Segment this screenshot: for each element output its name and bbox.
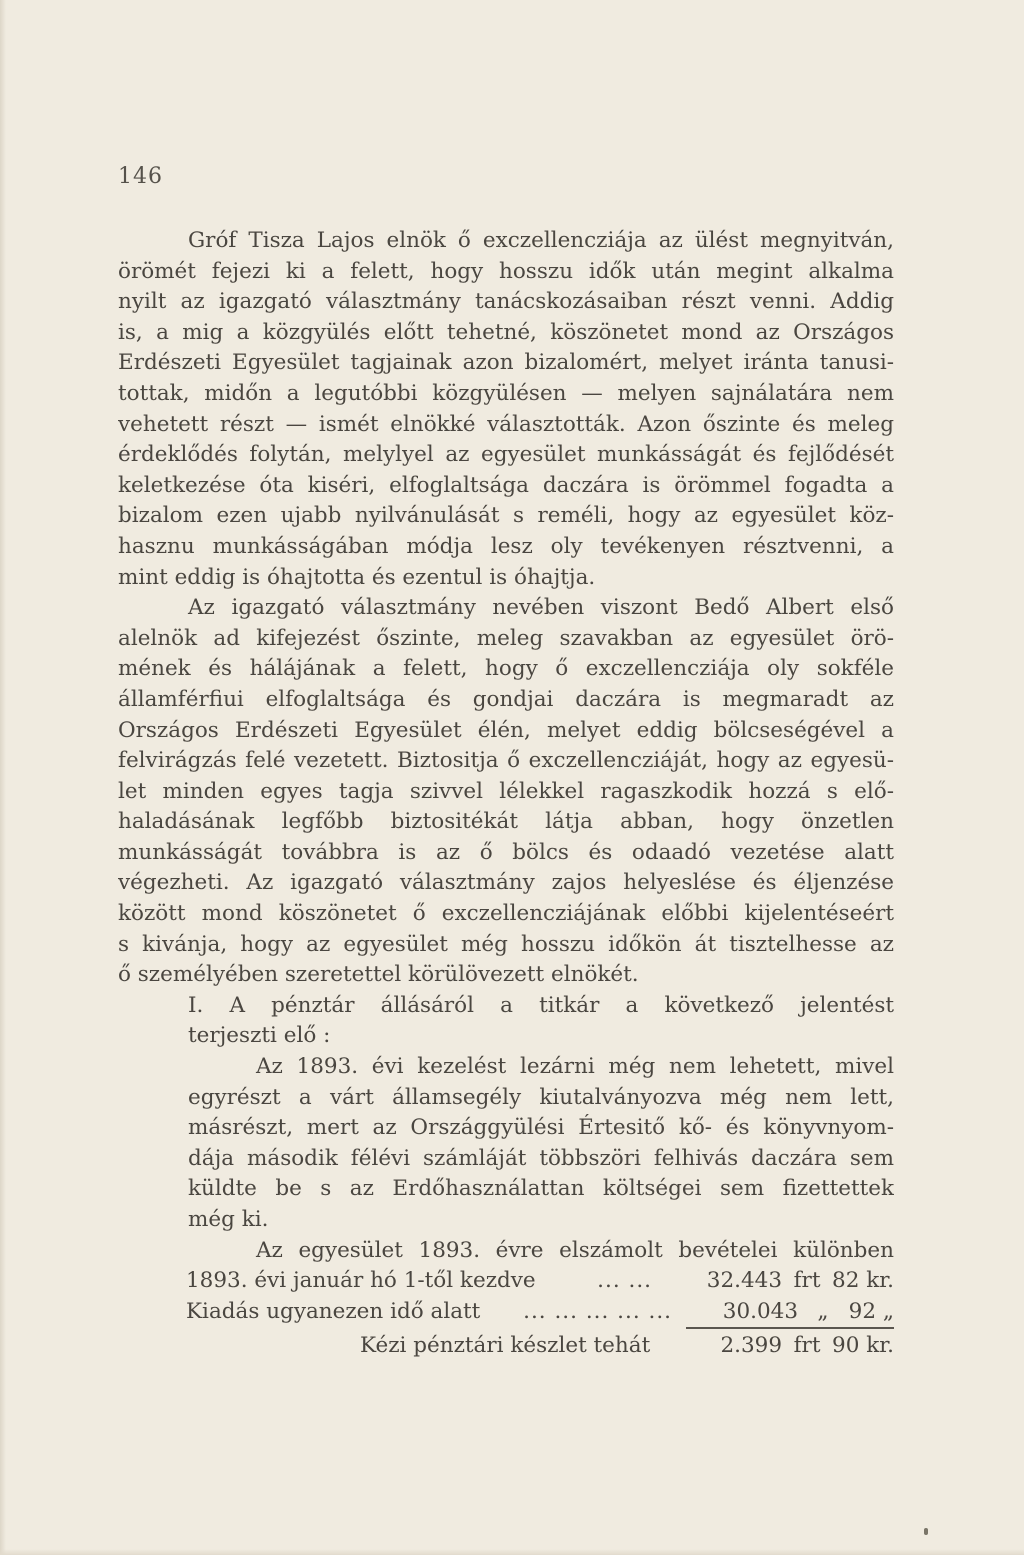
text-line: között mond köszönetet ő exczellencziájának előbbi kijelentéseért xyxy=(118,901,894,927)
text-line: vehetett részt — ismét elnökké választották. Azon őszinte és meleg xyxy=(118,411,894,437)
leader-dots: ... ... ... ... ... xyxy=(523,1298,672,1324)
account-row-balance xyxy=(118,1331,894,1362)
text-line: haladásának legfőbb biztositékát látja abban, hogy önzetlen xyxy=(118,809,894,835)
text-line: egyrészt a várt államsegély kiutalványozva még nem lett, xyxy=(188,1084,894,1110)
text-line: mint eddig is óhajtotta és ezentul is óhajtja. xyxy=(118,564,596,590)
text-line: munkásságát továbbra is az ő bölcs és odaadó vezetése alatt xyxy=(118,839,894,865)
text-line: hasznu munkásságában módja lesz oly tevékenyen résztvenni, a xyxy=(118,533,894,559)
account-cents: 82 kr. xyxy=(832,1268,894,1294)
account-unit: frt xyxy=(793,1268,821,1294)
account-unit: frt xyxy=(793,1333,821,1359)
account-row-income xyxy=(118,1266,894,1297)
leader-dots: ... ... xyxy=(597,1268,653,1294)
text-line: örömét fejezi ki a felett, hogy hosszu idők után megint alkalma xyxy=(118,258,894,284)
page-number: 146 xyxy=(118,164,163,189)
text-line: alelnök ad kifejezést őszinte, meleg szavakban az egyesület örö- xyxy=(118,625,894,651)
paper-speck xyxy=(924,1528,928,1535)
text-line: küldte be s az Erdőhasználattan költségei sem fizettettek xyxy=(188,1176,894,1202)
text-line: nyilt az igazgató választmány tanácskozásaiban részt venni. Addig xyxy=(118,289,894,315)
text-line: Az 1893. évi kezelést lezárni még nem lehetett, mivel xyxy=(256,1054,894,1080)
account-unit: „ xyxy=(817,1298,829,1324)
text-line: Erdészeti Egyesület tagjainak azon bizalomért, melyet iránta tanusi- xyxy=(118,350,894,376)
account-amount: 32.443 xyxy=(706,1268,783,1294)
text-line: Gróf Tisza Lajos elnök ő exczellencziája az ülést megnyitván, xyxy=(188,228,894,253)
text-line: let minden egyes tagja szivvel lélekkel ragaszkodik hozzá s elő- xyxy=(118,778,894,804)
text-line: tottak, midőn a legutóbbi közgyülésen — melyen sajnálatára nem xyxy=(118,380,894,406)
account-label: 1893. évi január hó 1-től kezdve xyxy=(186,1268,536,1294)
text-line: végezheti. Az igazgató választmány zajos helyeslése és éljenzése xyxy=(118,870,894,896)
text-line: államférfiui elfoglaltsága és gondjai daczára is megmaradt az xyxy=(118,686,894,712)
page-edge-shadow xyxy=(0,0,6,1555)
text-line: érdeklődés folytán, melylyel az egyesület munkásságát és fejlődését xyxy=(118,442,894,468)
text-line: keletkezése óta kiséri, elfoglaltsága daczára is örömmel fogadta a xyxy=(118,472,894,498)
document-body xyxy=(118,226,894,1362)
section-heading-line: I. A pénztár állásáról a titkár a következő jelentést xyxy=(188,992,894,1018)
text-line: Az igazgató választmány nevében viszont Bedő Albert első xyxy=(188,595,894,621)
text-line: Országos Erdészeti Egyesület élén, melyet eddig bölcseségével a xyxy=(118,717,894,743)
text-line: dája második félévi számláját többszöri felhivás daczára sem xyxy=(188,1145,894,1171)
text-line: mének és hálájának a felett, hogy ő exczellencziája oly sokféle xyxy=(118,656,894,682)
account-label: Kiadás ugyanezen idő alatt xyxy=(186,1298,481,1324)
account-amount: 30.043 xyxy=(722,1298,798,1324)
text-line: felvirágzás felé vezetett. Biztositja ő exczellencziáját, hogy az egyesü- xyxy=(118,748,894,774)
text-line: ő személyében szeretettel körülövezett elnökét. xyxy=(118,962,639,988)
account-label: Kézi pénztári készlet tehát xyxy=(360,1333,651,1359)
page-bottom-shadow xyxy=(0,1549,1024,1555)
account-row-expense xyxy=(118,1297,894,1332)
text-line: bizalom ezen ujabb nyilvánulását s reméli, hogy az egyesület köz- xyxy=(118,503,894,529)
text-line: másrészt, mert az Országgyülési Értesitő kő- és könyvnyom- xyxy=(188,1115,894,1141)
account-cents: 92 „ xyxy=(848,1298,894,1324)
sum-underline xyxy=(686,1297,894,1330)
account-cents: 90 kr. xyxy=(832,1333,894,1359)
text-line: Az egyesület 1893. évre elszámolt bevételei különben xyxy=(256,1237,894,1263)
text-line: még ki. xyxy=(188,1207,269,1232)
text-line: is, a mig a közgyülés előtt tehetné, köszönetet mond az Országos xyxy=(118,319,894,345)
text-line: s kivánja, hogy az egyesület még hosszu időkön át tisztelhesse az xyxy=(118,931,894,957)
text-line: terjeszti elő : xyxy=(188,1023,331,1049)
account-amount: 2.399 xyxy=(720,1333,783,1359)
